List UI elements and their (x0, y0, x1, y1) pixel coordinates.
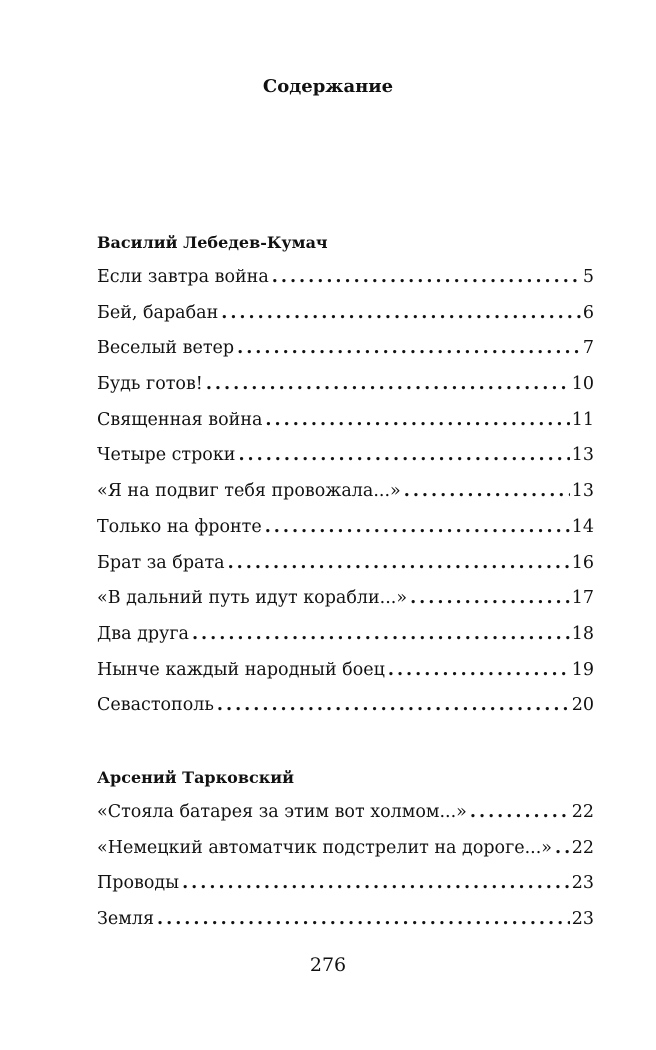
toc-entry (97, 407, 594, 443)
entry-title: «Я на подвиг тебя провожала...» (97, 481, 401, 502)
entry-page: 14 (571, 516, 594, 537)
entry-title: Веселый ветер (97, 338, 235, 359)
entry-page: 18 (571, 623, 594, 644)
dot-leader (192, 621, 570, 647)
entry-page: 20 (571, 695, 594, 716)
dot-leader (555, 835, 570, 861)
entry-page: 7 (582, 338, 594, 359)
entry-page: 23 (571, 909, 594, 930)
toc-entry (97, 906, 594, 942)
entry-title: Севастополь (97, 695, 214, 716)
page-title: Содержание (262, 76, 394, 97)
entry-title: Будь готов! (97, 374, 203, 395)
entry-page: 16 (571, 552, 594, 573)
entry-title: Два друга (97, 623, 189, 644)
entry-page: 19 (571, 659, 594, 680)
toc-entry (97, 300, 594, 336)
toc-entry (97, 657, 594, 693)
section-author: Василий Лебедев-Кумач (97, 233, 328, 252)
entry-title: Священная война (97, 409, 263, 430)
toc-entry (97, 478, 594, 514)
entry-title: «В дальний путь идут корабли...» (97, 588, 408, 609)
entry-title: Только на фронте (97, 516, 262, 537)
entry-page: 22 (571, 802, 594, 822)
entry-page: 23 (571, 873, 594, 894)
entry-page: 22 (571, 837, 594, 858)
dot-leader (265, 514, 570, 540)
dot-leader (206, 371, 570, 397)
toc-entry (97, 585, 594, 621)
entry-title: Нынче каждый народный боец (97, 659, 385, 680)
entry-title: Бей, барабан (97, 302, 219, 323)
toc-entry-list (97, 264, 594, 728)
entry-title: «Немецкий автоматчик подстрелит на дороге...» (97, 837, 553, 858)
toc-section-tarkovsky (97, 765, 594, 942)
dot-leader (237, 335, 581, 361)
toc-entry (97, 264, 594, 300)
dot-leader (388, 657, 570, 683)
entry-page: 13 (571, 445, 594, 466)
dot-leader (410, 585, 570, 611)
entry-page: 13 (571, 481, 594, 502)
dot-leader (228, 550, 570, 576)
dot-leader (217, 692, 570, 718)
dot-leader (221, 300, 581, 326)
toc-entry (97, 514, 594, 550)
entry-title: Земля (97, 909, 155, 930)
toc-entry (97, 870, 594, 906)
dot-leader (157, 906, 570, 932)
toc-entry (97, 799, 594, 835)
entry-page: 11 (571, 409, 594, 430)
section-author: Арсений Тарковский (97, 768, 294, 787)
entry-page: 10 (571, 374, 594, 395)
entry-title: «Стояла батарея за этим вот холмом...» (97, 802, 467, 822)
entry-title: Проводы (97, 873, 180, 894)
dot-leader (404, 478, 570, 504)
entry-page: 5 (582, 267, 594, 287)
toc-entry (97, 371, 594, 407)
toc-section-lebedev-kumach (97, 230, 594, 728)
page-number: 276 (309, 954, 347, 976)
dot-leader (470, 799, 570, 825)
entry-title: Если завтра война (97, 267, 269, 287)
entry-title: Четыре строки (97, 445, 236, 466)
entry-page: 17 (571, 588, 594, 609)
entry-page: 6 (582, 302, 594, 323)
dot-leader (272, 264, 581, 290)
toc-entry (97, 621, 594, 657)
toc-entry (97, 335, 594, 371)
toc-entry (97, 442, 594, 478)
toc-entry (97, 835, 594, 871)
toc-entry-list (97, 799, 594, 942)
toc-entry (97, 550, 594, 586)
toc-entry (97, 692, 594, 728)
dot-leader (265, 407, 569, 433)
dot-leader (238, 442, 569, 468)
dot-leader (182, 870, 570, 896)
entry-title: Брат за брата (97, 552, 225, 573)
